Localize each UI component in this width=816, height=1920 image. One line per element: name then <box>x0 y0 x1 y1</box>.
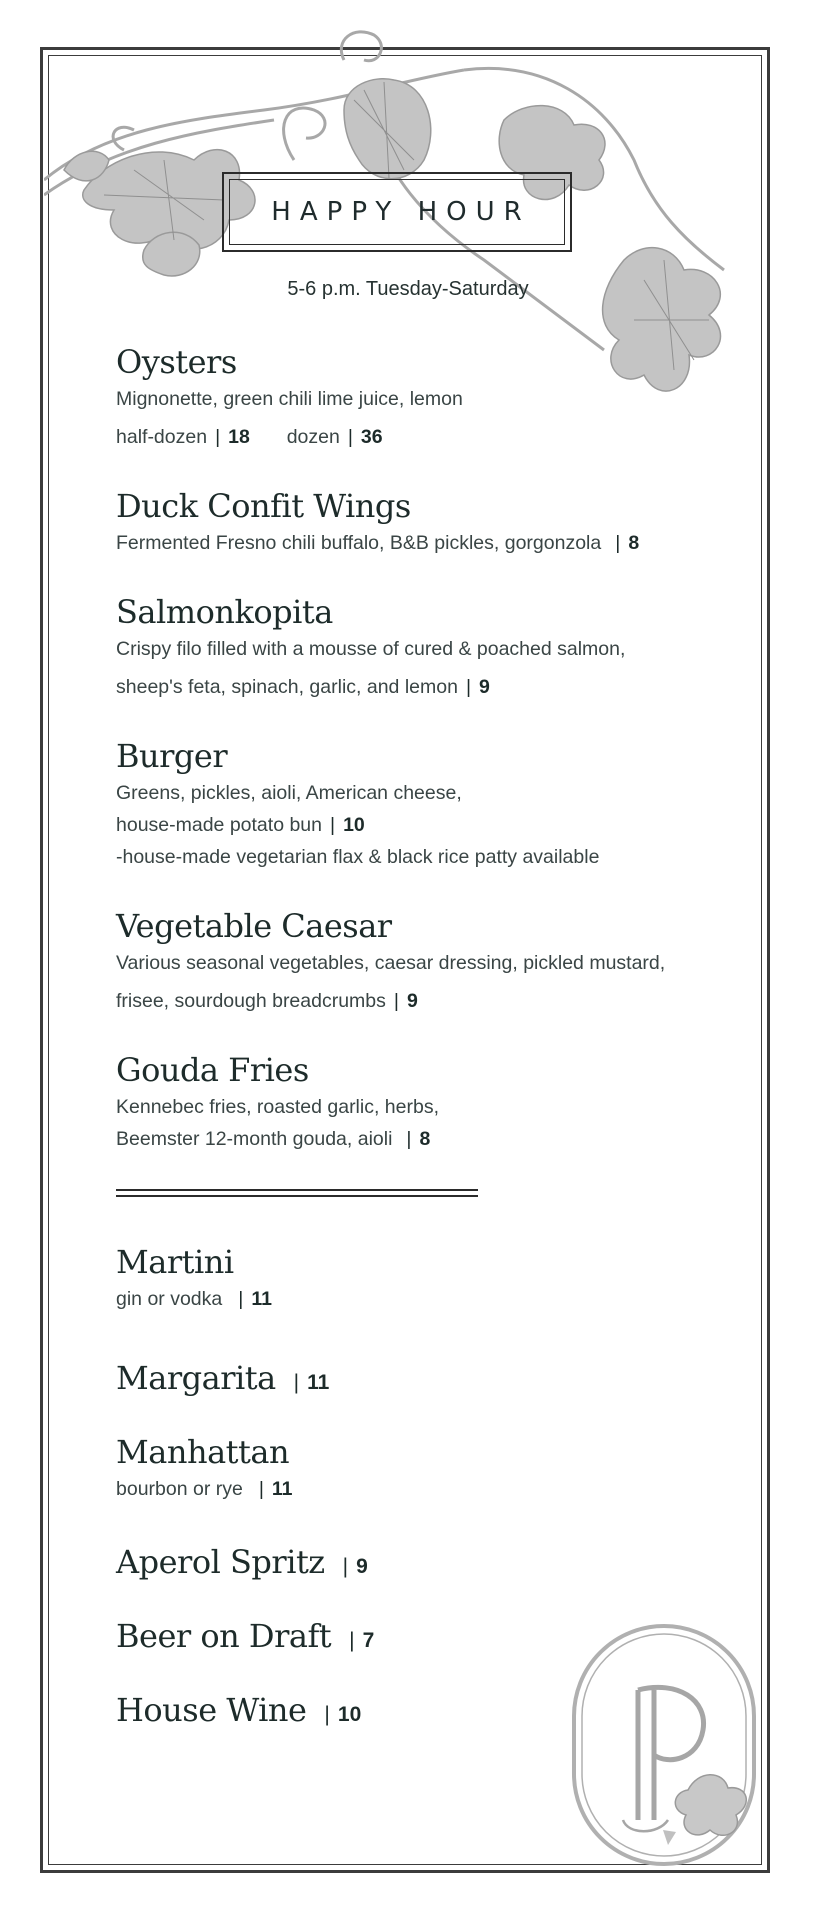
drink-sub <box>116 1283 676 1315</box>
item-desc <box>116 527 736 559</box>
item-name: Burger <box>116 737 228 775</box>
drink-price <box>294 1371 330 1395</box>
price: 9 <box>479 676 490 698</box>
menu-item-vegetable-caesar <box>116 907 736 1017</box>
separator: | <box>347 426 353 448</box>
separator: | <box>215 426 221 448</box>
drink-aperol-spritz <box>116 1543 676 1581</box>
item-desc <box>116 671 736 703</box>
drink-manhattan <box>116 1433 676 1505</box>
item-name: Vegetable Caesar <box>116 907 392 945</box>
price: 7 <box>362 1629 375 1652</box>
item-desc-text: sheep's feta, spinach, garlic, and lemon <box>116 676 458 698</box>
separator: | <box>406 1128 412 1150</box>
food-menu <box>116 343 736 1155</box>
item-desc: Kennebec fries, roasted garlic, herbs, <box>116 1096 440 1118</box>
separator: | <box>393 990 399 1012</box>
drink-name: Aperol Spritz <box>116 1543 325 1581</box>
item-desc-text: house-made potato bun <box>116 814 322 836</box>
item-desc <box>116 1123 736 1155</box>
option-label: half-dozen <box>116 426 208 448</box>
price: 18 <box>228 426 250 448</box>
separator: | <box>258 1478 264 1500</box>
separator: | <box>330 814 336 836</box>
price: 8 <box>628 532 640 554</box>
price: 10 <box>343 814 365 836</box>
separator: | <box>342 1555 349 1578</box>
p-monogram-logo <box>568 1620 760 1870</box>
drink-sub <box>116 1473 676 1505</box>
item-desc: Crispy filo filled with a mousse of cured & poached salmon, <box>116 638 626 660</box>
item-desc <box>116 985 736 1017</box>
option-label: dozen <box>286 426 340 448</box>
item-desc-text: Fermented Fresno chili buffalo, B&B pickles, gorgonzola <box>116 532 602 554</box>
separator: | <box>293 1371 300 1394</box>
separator: | <box>238 1288 244 1310</box>
item-name: Duck Confit Wings <box>116 487 411 525</box>
menu-item-burger <box>116 737 736 873</box>
drink-sub-text: gin or vodka <box>116 1288 223 1310</box>
drink-name: Margarita <box>116 1359 276 1397</box>
menu-item-duck-wings <box>116 487 736 559</box>
price: 36 <box>360 426 383 448</box>
menu-item-gouda-fries <box>116 1051 736 1155</box>
section-divider <box>116 1189 478 1201</box>
item-desc-text: Beemster 12-month gouda, aioli <box>116 1128 393 1150</box>
page-title: HAPPY HOUR <box>271 197 531 227</box>
separator: | <box>324 1703 330 1726</box>
item-desc: Mignonette, green chili lime juice, lemon <box>116 388 463 410</box>
drink-name: Martini <box>116 1243 234 1281</box>
item-options <box>116 421 736 453</box>
drink-martini <box>116 1243 676 1315</box>
price: 11 <box>271 1478 293 1500</box>
drink-name: House Wine <box>116 1691 307 1729</box>
drink-price <box>343 1555 368 1579</box>
drink-name: Manhattan <box>116 1433 290 1471</box>
drink-sub-text: bourbon or rye <box>116 1478 243 1500</box>
separator: | <box>465 676 472 698</box>
price: 10 <box>337 1703 362 1726</box>
item-name: Gouda Fries <box>116 1051 309 1089</box>
title-box-inner <box>229 179 565 245</box>
item-name: Salmonkopita <box>116 593 333 631</box>
drink-price <box>324 1703 361 1727</box>
price: 9 <box>356 1555 368 1578</box>
item-desc-text: frisee, sourdough breadcrumbs <box>116 990 386 1012</box>
price: 8 <box>419 1128 431 1150</box>
price: 9 <box>406 990 418 1012</box>
item-name: Oysters <box>116 343 237 381</box>
price: 11 <box>251 1288 272 1310</box>
separator: | <box>349 1629 355 1652</box>
drink-margarita <box>116 1359 676 1397</box>
price: 11 <box>307 1371 330 1394</box>
item-desc <box>116 809 736 841</box>
separator: | <box>615 532 621 554</box>
hours-subtitle: 5-6 p.m. Tuesday-Saturday <box>287 278 529 300</box>
item-note: -house-made vegetarian flax & black rice patty available <box>116 846 600 868</box>
title-box <box>222 172 572 252</box>
menu-item-salmonkopita <box>116 593 736 703</box>
item-desc: Various seasonal vegetables, caesar dressing, pickled mustard, <box>116 952 666 974</box>
item-desc: Greens, pickles, aioli, American cheese, <box>116 782 462 804</box>
drink-price <box>349 1629 374 1653</box>
menu-item-oysters <box>116 343 736 453</box>
drink-name: Beer on Draft <box>116 1617 332 1655</box>
